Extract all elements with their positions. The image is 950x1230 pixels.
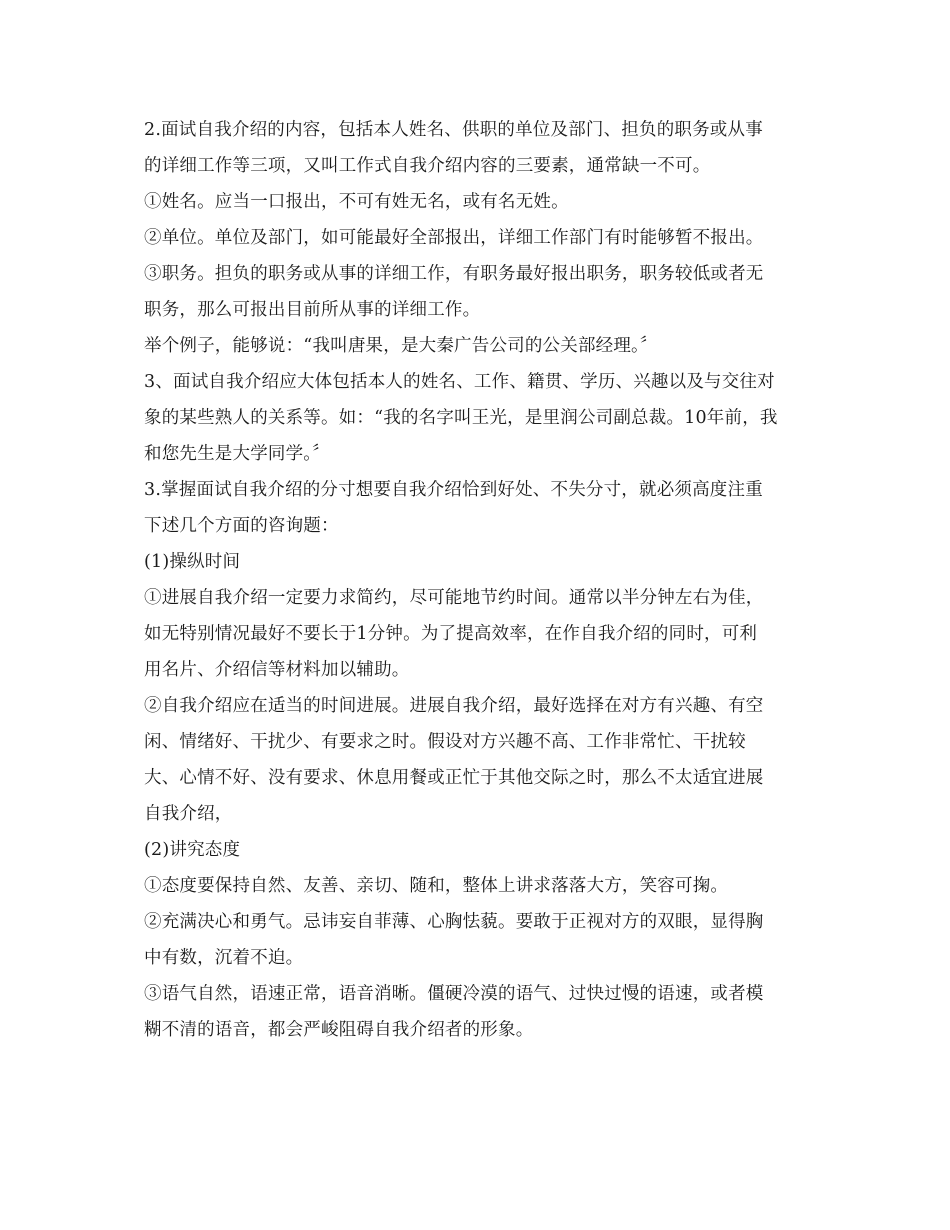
text-line: 职务，那么可报出目前所从事的详细工作。 [144,300,481,320]
paragraph-attitude-2 [144,904,812,976]
text-line: 大、心情不好、没有要求、休息用餐或正忙于其他交际之时，那么不太适宜进展 [144,768,764,788]
text-line: 3.掌握面试自我介绍的分寸想要自我介绍恰到好处、不失分寸，就必须高度注重 [144,480,763,500]
text-line: 如无特别情况最好不要长于1分钟。为了提高效率，在作自我介绍的同时，可利 [144,624,758,644]
text-line: ②单位。单位及部门，如可能最好全部报出，详细工作部门有时能够暂不报出。 [144,228,764,248]
text-line: (1)操纵时间 [144,552,241,572]
paragraph-item-unit [144,220,812,256]
text-line: 闲、情绪好、干扰少、有要求之时。假设对方兴趣不高、工作非常忙、干扰较 [144,732,746,752]
text-line: ③语气自然，语速正常，语音消晰。僵硬冷漠的语气、过快过慢的语速，或者模 [144,984,764,1004]
text-line: 举个例子，能够说：“我叫唐果，是大秦广告公司的公关部经理。〞 [144,336,658,356]
text-line: 下述几个方面的咨询题： [144,516,339,536]
text-line: ②充满决心和勇气。忌讳妄自菲薄、心胸怯藐。要敢于正视对方的双眼，显得胸 [144,912,764,932]
text-line: 3、面试自我介绍应大体包括本人的姓名、工作、籍贯、学历、兴趣以及与交往对 [144,372,775,392]
paragraph-item-position [144,256,812,328]
text-line: ③职务。担负的职务或从事的详细工作，有职务最好报出职务，职务较低或者无 [144,264,764,284]
paragraph-attitude-1 [144,868,812,904]
text-line: 中有数，沉着不迫。 [144,948,304,968]
text-line: (2)讲究态度 [144,840,241,860]
document-body [144,112,812,1048]
paragraph-time-2 [144,688,812,832]
text-line: 用名片、介绍信等材料加以辅助。 [144,660,410,680]
text-line: ①进展自我介绍一定要力求简约，尽可能地节约时间。通常以半分钟左右为佳， [144,588,764,608]
subheading-attitude [144,832,812,868]
text-line: ①姓名。应当一口报出，不可有姓无名，或有名无姓。 [144,192,569,212]
paragraph-section-3a [144,364,812,472]
paragraph-time-1 [144,580,812,688]
paragraph-section-3b [144,472,812,544]
text-line: 糊不清的语音，都会严峻阻碍自我介绍者的形象。 [144,1020,534,1040]
subheading-control-time [144,544,812,580]
text-line: 和您先生是大学同学。〞 [144,444,330,464]
paragraph-item-name [144,184,812,220]
text-line: ①态度要保持自然、友善、亲切、随和，整体上讲求落落大方，笑容可掬。 [144,876,729,896]
text-line: 2.面试自我介绍的内容，包括本人姓名、供职的单位及部门、担负的职务或从事 [144,120,763,140]
text-line: 自我介绍， [144,804,233,824]
text-line: 的详细工作等三项，又叫工作式自我介绍内容的三要素，通常缺一不可。 [144,156,711,176]
text-line: 象的某些熟人的关系等。如：“我的名字叫王光，是里润公司副总裁。10年前，我 [144,408,778,428]
paragraph-example [144,328,812,364]
paragraph-intro-content [144,112,812,184]
paragraph-attitude-3 [144,976,812,1048]
text-line: ②自我介绍应在适当的时间进展。进展自我介绍，最好选择在对方有兴趣、有空 [144,696,764,716]
